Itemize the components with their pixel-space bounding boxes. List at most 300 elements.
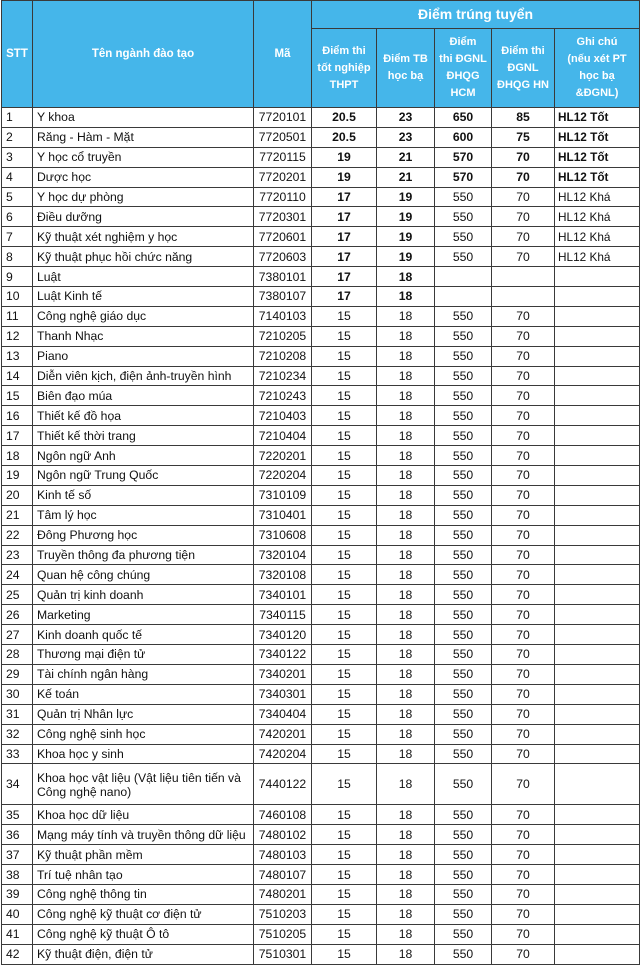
program-code: 7340301 — [254, 684, 312, 704]
score-dgnl-hn: 70 — [492, 764, 555, 805]
score-hocba: 18 — [377, 346, 435, 366]
table-row — [2, 585, 640, 605]
row-number: 9 — [2, 267, 33, 287]
score-thpt: 15 — [312, 845, 377, 865]
row-number: 11 — [2, 306, 33, 326]
score-dgnl-hcm: 550 — [435, 187, 492, 207]
score-thpt: 15 — [312, 924, 377, 944]
score-dgnl-hcm: 550 — [435, 545, 492, 565]
note: HL12 Khá — [555, 227, 640, 247]
program-code: 7460108 — [254, 805, 312, 825]
score-hocba: 18 — [377, 485, 435, 505]
program-name: Biên đạo múa — [33, 386, 254, 406]
score-dgnl-hcm: 550 — [435, 825, 492, 845]
header-hn-line-2: ĐGNL — [507, 61, 539, 74]
program-code: 7320108 — [254, 565, 312, 585]
score-dgnl-hn: 70 — [492, 884, 555, 904]
score-dgnl-hn: 70 — [492, 505, 555, 525]
score-dgnl-hcm — [435, 267, 492, 287]
score-hocba: 18 — [377, 386, 435, 406]
header-hn-line-3: ĐHQG HN — [497, 78, 549, 91]
score-thpt: 15 — [312, 485, 377, 505]
header-hocba-line-1: Điểm TB — [383, 53, 428, 65]
note — [555, 744, 640, 764]
note — [555, 944, 640, 964]
header-note-line-4: &ĐGNL) — [575, 87, 619, 99]
score-dgnl-hcm: 550 — [435, 704, 492, 724]
header-score-group: Điểm trúng tuyển — [312, 1, 640, 29]
row-number: 15 — [2, 386, 33, 406]
row-number: 13 — [2, 346, 33, 366]
program-name: Thiết kế thời trang — [33, 426, 254, 446]
score-thpt: 15 — [312, 904, 377, 924]
score-hocba: 21 — [377, 167, 435, 187]
table-row — [2, 505, 640, 525]
note: HL12 Tốt — [555, 127, 640, 147]
header-stt: STT — [2, 1, 33, 108]
note — [555, 287, 640, 307]
score-dgnl-hn: 70 — [492, 207, 555, 227]
program-name: Luật — [33, 267, 254, 287]
score-dgnl-hcm: 550 — [435, 227, 492, 247]
program-name: Kế toán — [33, 684, 254, 704]
score-thpt: 15 — [312, 625, 377, 645]
score-hocba: 18 — [377, 446, 435, 466]
score-dgnl-hn: 70 — [492, 724, 555, 744]
header-hocba — [377, 29, 435, 108]
score-dgnl-hcm: 550 — [435, 306, 492, 326]
score-dgnl-hn: 70 — [492, 545, 555, 565]
score-hocba: 18 — [377, 466, 435, 486]
score-dgnl-hcm: 550 — [435, 406, 492, 426]
score-thpt: 15 — [312, 744, 377, 764]
row-number: 5 — [2, 187, 33, 207]
table-row — [2, 884, 640, 904]
header-program-name: Tên ngành đào tạo — [33, 1, 254, 108]
program-name: Răng - Hàm - Mặt — [33, 127, 254, 147]
header-thpt-line-2: tốt nghiệp — [317, 61, 371, 74]
program-code: 7320104 — [254, 545, 312, 565]
score-dgnl-hn: 70 — [492, 944, 555, 964]
table-row — [2, 825, 640, 845]
note — [555, 904, 640, 924]
program-code: 7310109 — [254, 485, 312, 505]
note — [555, 386, 640, 406]
program-code: 7340404 — [254, 704, 312, 724]
score-hocba: 18 — [377, 426, 435, 446]
program-code: 7310401 — [254, 505, 312, 525]
program-name: Công nghệ thông tin — [33, 884, 254, 904]
note — [555, 684, 640, 704]
score-thpt: 15 — [312, 505, 377, 525]
score-dgnl-hcm: 550 — [435, 744, 492, 764]
table-row — [2, 865, 640, 885]
header-row-top — [2, 1, 640, 29]
score-dgnl-hcm: 550 — [435, 684, 492, 704]
score-hocba: 19 — [377, 187, 435, 207]
note — [555, 426, 640, 446]
program-name: Công nghệ sinh học — [33, 724, 254, 744]
program-code: 7340101 — [254, 585, 312, 605]
row-number: 16 — [2, 406, 33, 426]
program-code: 7380107 — [254, 287, 312, 307]
row-number: 10 — [2, 287, 33, 307]
score-hocba: 18 — [377, 884, 435, 904]
table-body — [2, 108, 640, 965]
score-dgnl-hcm: 550 — [435, 764, 492, 805]
score-dgnl-hn: 70 — [492, 825, 555, 845]
row-number: 32 — [2, 724, 33, 744]
note: HL12 Khá — [555, 247, 640, 267]
note — [555, 664, 640, 684]
score-thpt: 15 — [312, 764, 377, 805]
program-code: 7210205 — [254, 326, 312, 346]
program-name: Công nghệ kỹ thuật Ô tô — [33, 924, 254, 944]
score-dgnl-hn: 70 — [492, 525, 555, 545]
score-hocba: 18 — [377, 904, 435, 924]
score-thpt: 17 — [312, 287, 377, 307]
score-dgnl-hn: 70 — [492, 386, 555, 406]
note — [555, 485, 640, 505]
program-name: Dược học — [33, 167, 254, 187]
score-dgnl-hcm: 550 — [435, 664, 492, 684]
score-dgnl-hcm: 550 — [435, 426, 492, 446]
row-number: 30 — [2, 684, 33, 704]
table-row — [2, 904, 640, 924]
program-code: 7340115 — [254, 605, 312, 625]
score-hocba: 18 — [377, 845, 435, 865]
score-dgnl-hcm: 550 — [435, 944, 492, 964]
table-row — [2, 127, 640, 147]
score-dgnl-hcm: 550 — [435, 366, 492, 386]
score-dgnl-hcm: 550 — [435, 386, 492, 406]
note — [555, 306, 640, 326]
table-row — [2, 605, 640, 625]
score-hocba: 21 — [377, 147, 435, 167]
row-number: 29 — [2, 664, 33, 684]
note — [555, 525, 640, 545]
note — [555, 724, 640, 744]
score-dgnl-hn: 70 — [492, 406, 555, 426]
score-dgnl-hcm: 550 — [435, 645, 492, 665]
row-number: 36 — [2, 825, 33, 845]
header-thpt — [312, 29, 377, 108]
table-row — [2, 684, 640, 704]
header-thpt-line-1: Điểm thi — [322, 44, 366, 57]
score-dgnl-hcm: 550 — [435, 466, 492, 486]
score-thpt: 15 — [312, 565, 377, 585]
score-thpt: 15 — [312, 805, 377, 825]
table-row — [2, 664, 640, 684]
header-hcm-line-1: Điểm — [449, 36, 477, 48]
score-hocba: 18 — [377, 744, 435, 764]
header-note-line-3: học bạ — [579, 70, 615, 82]
score-hocba: 18 — [377, 545, 435, 565]
program-code: 7340120 — [254, 625, 312, 645]
program-name: Tài chính ngân hàng — [33, 664, 254, 684]
program-code: 7210234 — [254, 366, 312, 386]
note — [555, 884, 640, 904]
score-dgnl-hn: 70 — [492, 664, 555, 684]
score-thpt: 15 — [312, 306, 377, 326]
score-hocba: 18 — [377, 366, 435, 386]
score-dgnl-hcm: 570 — [435, 147, 492, 167]
table-row — [2, 485, 640, 505]
table-row — [2, 645, 640, 665]
program-code: 7310608 — [254, 525, 312, 545]
score-thpt: 15 — [312, 664, 377, 684]
score-dgnl-hcm: 550 — [435, 625, 492, 645]
row-number: 24 — [2, 565, 33, 585]
program-name: Y khoa — [33, 108, 254, 128]
score-hocba: 18 — [377, 625, 435, 645]
program-code: 7510205 — [254, 924, 312, 944]
row-number: 40 — [2, 904, 33, 924]
table-row — [2, 525, 640, 545]
score-hocba: 18 — [377, 505, 435, 525]
note — [555, 825, 640, 845]
program-code: 7510301 — [254, 944, 312, 964]
score-dgnl-hcm: 550 — [435, 585, 492, 605]
note: HL12 Tốt — [555, 147, 640, 167]
score-dgnl-hcm: 550 — [435, 565, 492, 585]
score-dgnl-hn: 70 — [492, 704, 555, 724]
table-row — [2, 366, 640, 386]
table-row — [2, 406, 640, 426]
score-dgnl-hcm: 550 — [435, 884, 492, 904]
score-dgnl-hn: 70 — [492, 366, 555, 386]
table-row — [2, 704, 640, 724]
score-dgnl-hcm: 550 — [435, 924, 492, 944]
score-thpt: 15 — [312, 466, 377, 486]
row-number: 4 — [2, 167, 33, 187]
table-row — [2, 845, 640, 865]
program-code: 7720110 — [254, 187, 312, 207]
table-row — [2, 744, 640, 764]
program-name: Diễn viên kịch, điện ảnh-truyền hình — [33, 366, 254, 386]
program-code: 7510203 — [254, 904, 312, 924]
score-thpt: 15 — [312, 426, 377, 446]
program-name: Quản trị kinh doanh — [33, 585, 254, 605]
table-row — [2, 386, 640, 406]
note: HL12 Tốt — [555, 108, 640, 128]
table-row — [2, 147, 640, 167]
score-dgnl-hn: 70 — [492, 625, 555, 645]
note — [555, 845, 640, 865]
note: HL12 Khá — [555, 207, 640, 227]
row-number: 8 — [2, 247, 33, 267]
score-dgnl-hn: 70 — [492, 645, 555, 665]
program-code: 7480102 — [254, 825, 312, 845]
table-row — [2, 625, 640, 645]
score-dgnl-hn: 70 — [492, 744, 555, 764]
program-name: Khoa học dữ liệu — [33, 805, 254, 825]
score-dgnl-hn: 70 — [492, 247, 555, 267]
score-thpt: 15 — [312, 525, 377, 545]
score-dgnl-hcm: 550 — [435, 724, 492, 744]
program-name: Kinh doanh quốc tế — [33, 625, 254, 645]
note — [555, 605, 640, 625]
row-number: 27 — [2, 625, 33, 645]
row-number: 17 — [2, 426, 33, 446]
program-name: Đông Phương học — [33, 525, 254, 545]
program-name: Kỹ thuật phục hồi chức năng — [33, 247, 254, 267]
program-code: 7380101 — [254, 267, 312, 287]
score-hocba: 18 — [377, 924, 435, 944]
note: HL12 Khá — [555, 187, 640, 207]
program-name: Khoa học y sinh — [33, 744, 254, 764]
note — [555, 704, 640, 724]
header-hn-line-1: Điểm thi — [501, 44, 545, 57]
table-row — [2, 944, 640, 964]
program-name: Trí tuệ nhân tạo — [33, 865, 254, 885]
row-number: 12 — [2, 326, 33, 346]
score-hocba: 18 — [377, 865, 435, 885]
score-thpt: 15 — [312, 884, 377, 904]
program-name: Công nghệ kỹ thuật cơ điện tử — [33, 904, 254, 924]
score-dgnl-hn: 70 — [492, 466, 555, 486]
score-hocba: 18 — [377, 565, 435, 585]
row-number: 35 — [2, 805, 33, 825]
row-number: 6 — [2, 207, 33, 227]
score-thpt: 15 — [312, 545, 377, 565]
program-name: Điều dưỡng — [33, 207, 254, 227]
row-number: 41 — [2, 924, 33, 944]
row-number: 25 — [2, 585, 33, 605]
row-number: 38 — [2, 865, 33, 885]
program-name: Quản trị Nhân lực — [33, 704, 254, 724]
score-thpt: 15 — [312, 684, 377, 704]
program-code: 7720603 — [254, 247, 312, 267]
row-number: 20 — [2, 485, 33, 505]
program-code: 7720101 — [254, 108, 312, 128]
table-row — [2, 545, 640, 565]
score-hocba: 19 — [377, 227, 435, 247]
table-row — [2, 764, 640, 805]
row-number: 1 — [2, 108, 33, 128]
program-name: Kỹ thuật xét nghiệm y học — [33, 227, 254, 247]
row-number: 42 — [2, 944, 33, 964]
header-note — [555, 29, 640, 108]
table-row — [2, 326, 640, 346]
program-code: 7720301 — [254, 207, 312, 227]
table-row — [2, 924, 640, 944]
score-hocba: 18 — [377, 267, 435, 287]
score-thpt: 17 — [312, 227, 377, 247]
score-thpt: 15 — [312, 724, 377, 744]
score-dgnl-hcm — [435, 287, 492, 307]
score-thpt: 17 — [312, 267, 377, 287]
row-number: 26 — [2, 605, 33, 625]
program-name: Truyền thông đa phương tiện — [33, 545, 254, 565]
score-thpt: 15 — [312, 645, 377, 665]
program-name: Kinh tế số — [33, 485, 254, 505]
note — [555, 505, 640, 525]
score-dgnl-hn — [492, 287, 555, 307]
program-code: 7220204 — [254, 466, 312, 486]
program-code: 7720201 — [254, 167, 312, 187]
score-hocba: 18 — [377, 704, 435, 724]
score-thpt: 15 — [312, 605, 377, 625]
score-dgnl-hn: 85 — [492, 108, 555, 128]
program-name: Y học cổ truyền — [33, 147, 254, 167]
score-dgnl-hcm: 550 — [435, 525, 492, 545]
score-hocba: 18 — [377, 306, 435, 326]
header-hcm-line-3: ĐHQG — [446, 70, 480, 82]
score-dgnl-hcm: 600 — [435, 127, 492, 147]
header-hcm-line-4: HCM — [450, 87, 476, 99]
row-number: 19 — [2, 466, 33, 486]
row-number: 31 — [2, 704, 33, 724]
score-dgnl-hcm: 550 — [435, 346, 492, 366]
table-row — [2, 108, 640, 128]
score-hocba: 19 — [377, 247, 435, 267]
program-code: 7720601 — [254, 227, 312, 247]
score-hocba: 18 — [377, 605, 435, 625]
table-row — [2, 306, 640, 326]
row-number: 33 — [2, 744, 33, 764]
score-hocba: 18 — [377, 764, 435, 805]
score-hocba: 19 — [377, 207, 435, 227]
note — [555, 545, 640, 565]
score-thpt: 15 — [312, 944, 377, 964]
note — [555, 585, 640, 605]
score-hocba: 23 — [377, 127, 435, 147]
header-note-line-1: Ghi chú — [576, 36, 618, 48]
table-row — [2, 446, 640, 466]
note — [555, 764, 640, 805]
score-dgnl-hn: 70 — [492, 585, 555, 605]
table-row — [2, 267, 640, 287]
note — [555, 924, 640, 944]
program-name: Tâm lý học — [33, 505, 254, 525]
score-dgnl-hn: 70 — [492, 306, 555, 326]
row-number: 39 — [2, 884, 33, 904]
score-dgnl-hn: 70 — [492, 805, 555, 825]
score-dgnl-hn: 70 — [492, 346, 555, 366]
score-hocba: 18 — [377, 525, 435, 545]
score-thpt: 19 — [312, 147, 377, 167]
program-name: Kỹ thuật phần mềm — [33, 845, 254, 865]
note — [555, 466, 640, 486]
score-dgnl-hn: 70 — [492, 187, 555, 207]
program-name: Ngôn ngữ Trung Quốc — [33, 466, 254, 486]
score-hocba: 18 — [377, 287, 435, 307]
table-row — [2, 187, 640, 207]
row-number: 7 — [2, 227, 33, 247]
score-thpt: 15 — [312, 704, 377, 724]
table-row — [2, 227, 640, 247]
score-thpt: 15 — [312, 865, 377, 885]
score-dgnl-hcm: 550 — [435, 446, 492, 466]
score-thpt: 17 — [312, 247, 377, 267]
program-code: 7340201 — [254, 664, 312, 684]
row-number: 28 — [2, 645, 33, 665]
program-code: 7210403 — [254, 406, 312, 426]
score-thpt: 15 — [312, 406, 377, 426]
score-hocba: 18 — [377, 645, 435, 665]
header-hcm-line-2: thi ĐGNL — [439, 53, 487, 65]
score-thpt: 17 — [312, 207, 377, 227]
admission-scores-table — [1, 0, 640, 965]
score-thpt: 15 — [312, 825, 377, 845]
note — [555, 446, 640, 466]
score-dgnl-hn: 70 — [492, 426, 555, 446]
program-code: 7440122 — [254, 764, 312, 805]
header-dgnl-hcm — [435, 29, 492, 108]
program-code: 7220201 — [254, 446, 312, 466]
score-dgnl-hn — [492, 267, 555, 287]
